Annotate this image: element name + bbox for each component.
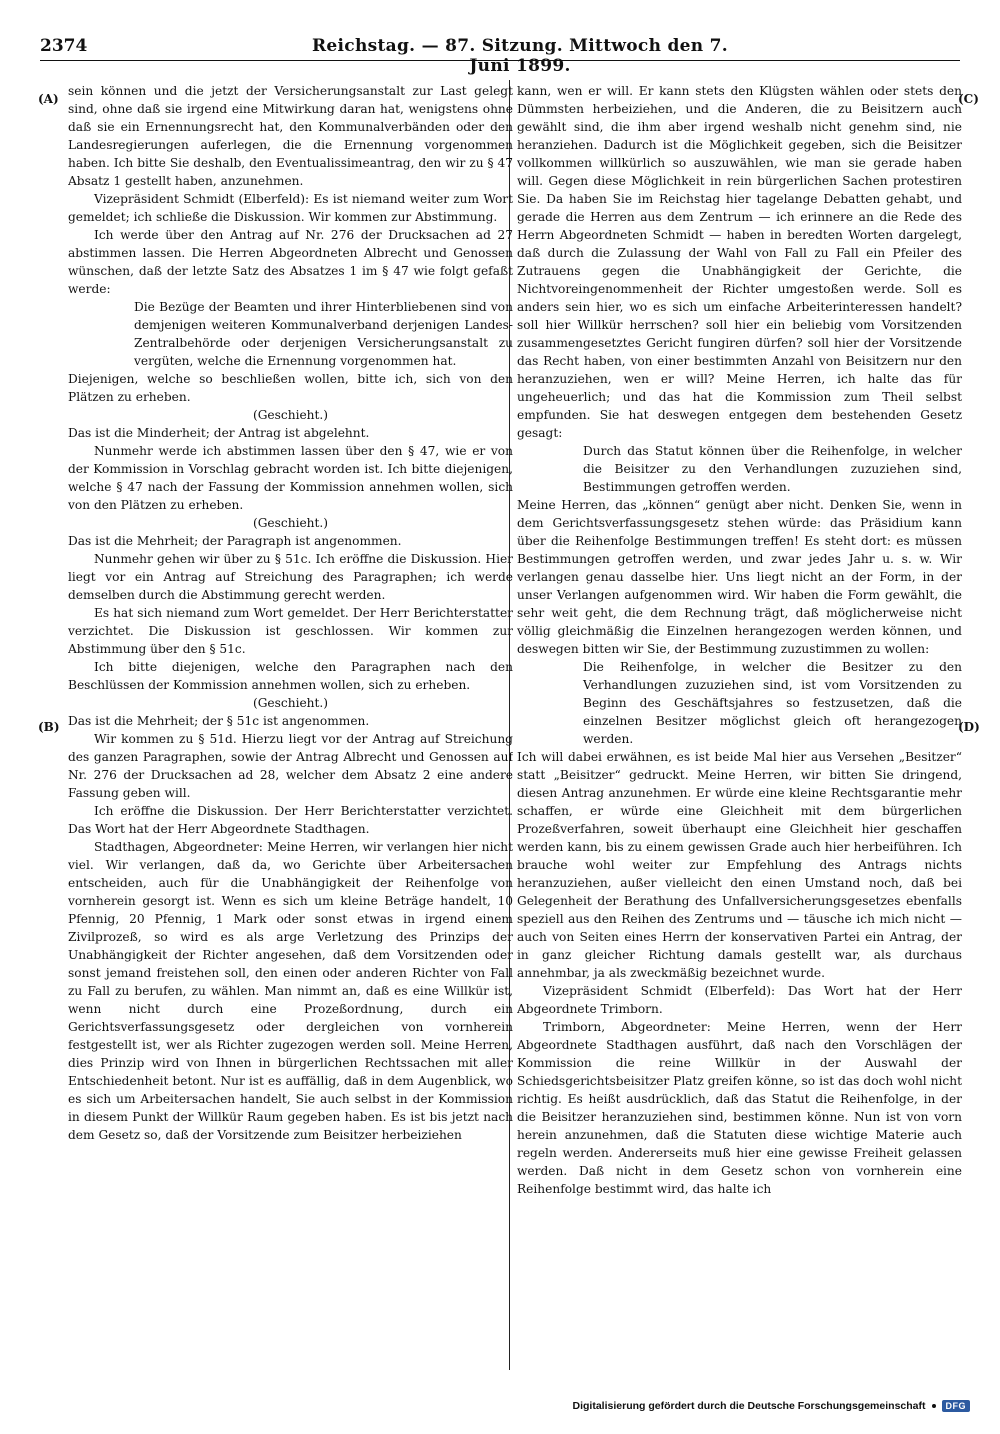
quoted-statute: Durch das Statut können über die Reihenfolge, in welcher die Beisitzer zu den Verhandlungen zuzuziehen sind, Bestimmungen getroffen werden. — [583, 444, 962, 494]
page-header — [0, 36, 1000, 76]
speech-paragraph: Stadthagen, Abgeordneter: Meine Herren, wir verlangen hier nicht viel. Wir verlangen, daß da, wo Gerichte über Arbeitersachen entscheiden, auch für die Unabhängigkeit der Reihenfolge von vornherein gesorgt ist. Wenn es sich um kleine Beträge handelt, 10 Pfennig, 20 Pfennig, 1 Mark oder sonst etwas in irgend einem Zivilprozeß, so wird es als arge Verletzung des Prinzips der Unabhängigkeit der Richter angesehen, daß dem Vorsitzenden oder sonst jemand freistehen soll, den einen oder anderen Richter von Fall zu Fall zu berufen, zu wählen. Man nimmt an, daß es eine Willkür ist, wenn nicht durch eine Prozeßordnung, durch ein Gerichtsverfassungsgesetz oder dergleichen von vornherein festgestellt ist, wer als Richter zugezogen werden soll. Meine Herren, dies Prinzip wird von Ihnen in bürgerlichen Rechtssachen mit aller Entschiedenheit betont. Nur ist es auffällig, daß in dem Augenblick, wo es sich um Arbeitersachen handelt, Sie auch selbst in der Kommission in diesem Punkt der Willkür Raum gegeben haben. Es ist bis jetzt nach dem Gesetz so, daß der Vorsitzende zum Beisitzer herbeiziehen — [68, 840, 513, 1142]
stage-direction: (Geschieht.) — [252, 408, 329, 422]
right-column — [517, 82, 962, 1367]
stage-direction: (Geschieht.) — [252, 696, 329, 710]
paragraph: Meine Herren, das „können“ genügt aber nicht. Denken Sie, wenn in dem Gerichtsverfassungsgesetz stehen würde: das Präsidium kann über die Reihenfolge Bestimmungen treffen! Es steht dort: es müssen Bestimmungen getroffen werden, und zwar jedes Jahr u. s. w. Wir verlangen genau dasselbe hier. Uns liegt nicht an der Form, in der unser Verlangen aufgenommen wird. Wir haben die Form gewählt, die sehr weit geht, die dem Rechnung trägt, daß möglicherweise nicht völlig gleichmäßig die Einzelnen herangezogen werden können, und deswegen bitten wir Sie, der Bestimmung zuzustimmen zu wollen: — [517, 498, 962, 656]
margin-marker-a: (A) — [38, 92, 59, 106]
paragraph: Ich eröffne die Diskussion. Der Herr Berichterstatter verzichtet. Das Wort hat der Herr Abgeordnete Stadthagen. — [68, 804, 513, 836]
paragraph: Ich werde über den Antrag auf Nr. 276 der Drucksachen ad 27 abstimmen lassen. Die Herren Abgeordneten Albrecht und Genossen wünschen, daß der letzte Satz des Absatzes 1 im § 47 wie folgt gefaßt werde: — [68, 228, 513, 296]
paragraph: Ich will dabei erwähnen, es ist beide Mal hier aus Versehen „Besitzer“ statt „Beisitzer“ gedruckt. Meine Herren, wir bitten Sie dringend, diesen Antrag anzunehmen. Er würde eine kleine Rechtsgarantie mehr schaffen, er würde eine Gleichheit mit dem bürgerlichen Prozeßverfahren, soweit überhaupt eine Gleichheit hier geschaffen werden kann, bis zu einem gewissen Grade auch hier herbeiführen. Ich brauche wohl weiter zur Empfehlung des Antrags nichts heranzuziehen, außer vielleicht den einen Umstand noch, daß bei Gelegenheit der Berathung des Unfallversicherungsgesetzes ebenfalls speziell aus den Reihen des Zentrums und — täusche ich mich nicht — auch von Seiten eines Herrn der konservativen Partei ein Antrag, der in ganz gleicher Richtung damals gestellt war, als durchaus annehmbar, ja als zweckmäßig bezeichnet wurde. — [517, 750, 962, 980]
left-column — [68, 82, 513, 1367]
dfg-logo: DFG — [942, 1400, 971, 1412]
paragraph: Es hat sich niemand zum Wort gemeldet. Der Herr Berichterstatter verzichtet. Die Diskussion ist geschlossen. Wir kommen zur Abstimmung über den § 51c. — [68, 606, 513, 656]
paragraph: Vizepräsident Schmidt (Elberfeld): Das Wort hat der Herr Abgeordnete Trimborn. — [517, 984, 962, 1016]
quoted-motion: Die Bezüge der Beamten und ihrer Hinterbliebenen sind von demjenigen weiteren Kommunalverband derjenigen Landes-Zentralbehörde oder derjenigen Versicherungsanstalt zu vergüten, welche die Ernennung vorgenommen hat. — [134, 300, 513, 368]
stage-direction: (Geschieht.) — [252, 516, 329, 530]
paragraph: kann, wen er will. Er kann stets den Klügsten wählen oder stets den Dümmsten herbeiziehen, und die Anderen, die zu Beisitzern auch gewählt sind, die ihm aber irgend weshalb nicht genehm sind, nie heranziehen. Dadurch ist die Möglichkeit gegeben, sich die Beisitzer vollkommen willkürlich so auszuwählen, wie man sie gerade haben will. Gegen diese Möglichkeit in rein bürgerlichen Sachen protestiren Sie. Da haben Sie im Reichstag hier tagelange Debatten gehabt, und gerade die Herren aus dem Zentrum — ich erinnere an die Rede des Herrn Abgeordneten Schmidt — haben in beredten Worten dargelegt, daß durch die Zulassung der Wahl von Fall zu Fall ein Pfeiler des Zutrauens gegen die Unabhängigkeit der Gerichte, die Nichtvoreingenommenheit der Richter umgestoßen werde. Soll es anders sein hier, wo es sich um einfache Arbeiterinteressen handelt? soll hier Willkür herrschen? soll hier ein beliebig vom Vorsitzenden zusammengesetztes Gericht fungiren dürfen? soll hier der Vorsitzende das Recht haben, von einer bestimmten Anzahl von Beisitzern nur den heranzuziehen, wen er will? Meine Herren, ich halte das für ungeheuerlich; und das hat die Kommission zum Theil selbst empfunden. Sie hat deswegen entgegen dem bestehenden Gesetz gesagt: — [517, 84, 962, 440]
paragraph: Nunmehr gehen wir über zu § 51c. Ich eröffne die Diskussion. Hier liegt vor ein Antrag auf Streichung des Paragraphen; ich werde demselben durch die Abstimmung gerecht werden. — [68, 552, 513, 602]
digitization-credit — [573, 1400, 970, 1412]
speech-paragraph: Trimborn, Abgeordneter: Meine Herren, wenn der Herr Abgeordnete Stadthagen ausführt, daß nach den Vorschlägen der Kommission die reine Willkür in der Auswahl der Schiedsgerichtsbeisitzer Platz greifen könne, so ist das doch wohl nicht richtig. Es heißt ausdrücklich, daß das Statut die Reihenfolge, in der die Beisitzer heranzuziehen sind, bestimmen könne. Nun ist von vorn herein anzunehmen, daß die Statuten diese wichtige Materie auch regeln werden. Andererseits muß hier eine gewisse Freiheit gelassen werden. Daß nicht in dem Gesetz schon von vornherein eine Reihenfolge bestimmt wird, das halte ich — [517, 1020, 962, 1196]
paragraph: Ich bitte diejenigen, welche den Paragraphen nach den Beschlüssen der Kommission annehmen wollen, sich zu erheben. — [68, 660, 513, 692]
paragraph: sein können und die jetzt der Versicherungsanstalt zur Last gelegt sind, ohne daß sie irgend eine Mitwirkung daran hat, wenigstens ohne daß sie ein Ernennungsrecht hat, den Kommunalverbänden oder den Landesregierungen auferlegen, die die Ernennung vorgenommen haben. Ich bitte Sie deshalb, den Eventualissimeantrag, den wir zu § 47 Absatz 1 gestellt haben, anzunehmen. — [68, 84, 513, 188]
bullet-icon — [932, 1404, 936, 1408]
credit-text: Digitalisierung gefördert durch die Deutsche Forschungsgemeinschaft — [572, 1400, 926, 1412]
margin-marker-d: (D) — [958, 720, 980, 734]
paragraph: Das ist die Mehrheit; der Paragraph ist angenommen. — [68, 534, 402, 548]
header-rule — [40, 60, 960, 61]
paragraph: Nunmehr werde ich abstimmen lassen über den § 47, wie er von der Kommission in Vorschlag gebracht worden ist. Ich bitte diejenigen, welche § 47 nach der Fassung der Kommission annehmen wollen, sich von den Plätzen zu erheben. — [68, 444, 513, 512]
paragraph: Vizepräsident Schmidt (Elberfeld): Es ist niemand weiter zum Wort gemeldet; ich schließe die Diskussion. Wir kommen zur Abstimmung. — [68, 192, 513, 224]
paragraph: Das ist die Mehrheit; der § 51c ist angenommen. — [68, 714, 370, 728]
paragraph: Wir kommen zu § 51d. Hierzu liegt vor der Antrag auf Streichung des ganzen Paragraphen, sowie der Antrag Albrecht und Genossen auf Nr. 276 der Drucksachen ad 28, welcher dem Absatz 2 eine andere Fassung geben will. — [68, 732, 513, 800]
page-number: 2374 — [40, 36, 88, 56]
running-title: Reichstag. — 87. Sitzung. Mittwoch den 7. Juni 1899. — [312, 36, 728, 76]
paragraph: Das ist die Minderheit; der Antrag ist abgelehnt. — [68, 426, 370, 440]
quoted-motion: Die Reihenfolge, in welcher die Besitzer zu den Verhandlungen zuzuziehen sind, ist vom Vorsitzenden zu Beginn des Geschäftsjahres so festzusetzen, daß die einzelnen Besitzer möglichst gleich oft herangezogen werden. — [583, 660, 962, 746]
paragraph: Diejenigen, welche so beschließen wollen, bitte ich, sich von den Plätzen zu erheben. — [68, 372, 513, 404]
margin-marker-c: (C) — [958, 92, 979, 106]
margin-marker-b: (B) — [38, 720, 60, 734]
